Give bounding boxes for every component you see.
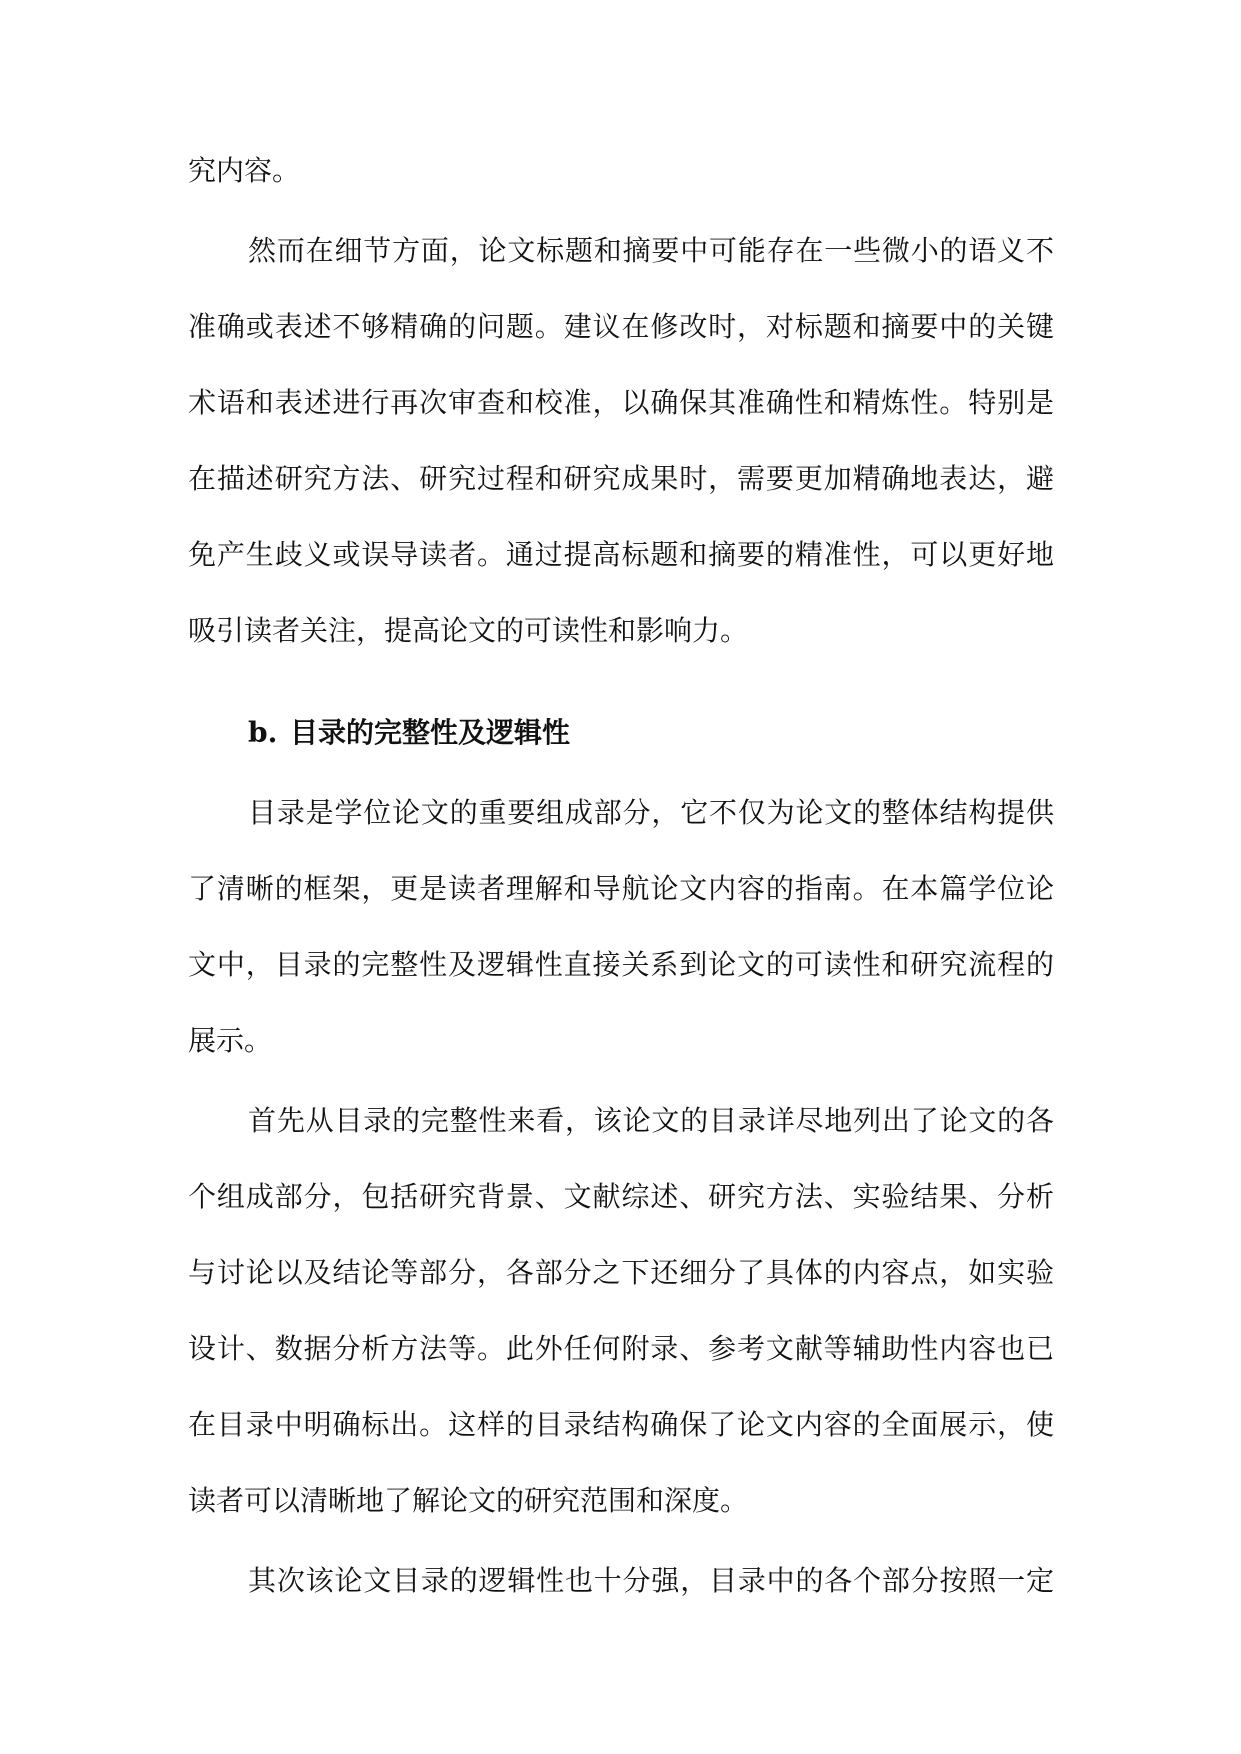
paragraph-line: 免产生歧义或误导读者。通过提高标题和摘要的精准性，可以更好地 (188, 538, 1054, 571)
paragraph-line: 读者可以清晰地了解论文的研究范围和深度。 (188, 1484, 749, 1517)
section-heading (248, 713, 570, 753)
paragraph-line: 个组成部分，包括研究背景、文献综述、研究方法、实验结果、分析 (188, 1180, 1054, 1213)
paragraph-line: 与讨论以及结论等部分，各部分之下还细分了具体的内容点，如实验 (188, 1256, 1054, 1289)
paragraph-line: 其次该论文目录的逻辑性也十分强，目录中的各个部分按照一定 (248, 1564, 1054, 1597)
paragraph-line: 吸引读者关注，提高论文的可读性和影响力。 (188, 614, 749, 647)
section-heading-marker: b. (248, 716, 278, 749)
paragraph-line: 目录是学位论文的重要组成部分，它不仅为论文的整体结构提供 (248, 796, 1054, 829)
paragraph-line: 了清晰的框架，更是读者理解和导航论文内容的指南。在本篇学位论 (188, 872, 1054, 905)
paragraph-line: 在描述研究方法、研究过程和研究成果时，需要更加精确地表达，避 (188, 462, 1054, 495)
paragraph-line: 术语和表述进行再次审查和校准，以确保其准确性和精炼性。特别是 (188, 386, 1054, 419)
paragraph-line: 在目录中明确标出。这样的目录结构确保了论文内容的全面展示，使 (188, 1408, 1054, 1441)
paragraph-line: 设计、数据分析方法等。此外任何附录、参考文献等辅助性内容也已 (188, 1332, 1054, 1365)
section-heading-title: 目录的完整性及逻辑性 (290, 716, 571, 749)
paragraph-line: 然而在细节方面，论文标题和摘要中可能存在一些微小的语义不 (248, 234, 1054, 267)
paragraph-line: 首先从目录的完整性来看，该论文的目录详尽地列出了论文的各 (248, 1104, 1054, 1137)
paragraph-line: 文中，目录的完整性及逻辑性直接关系到论文的可读性和研究流程的 (188, 948, 1054, 981)
paragraph-line: 究内容。 (188, 154, 301, 187)
paragraph-line: 准确或表述不够精确的问题。建议在修改时，对标题和摘要中的关键 (188, 310, 1054, 343)
paragraph-line: 展示。 (188, 1024, 273, 1057)
